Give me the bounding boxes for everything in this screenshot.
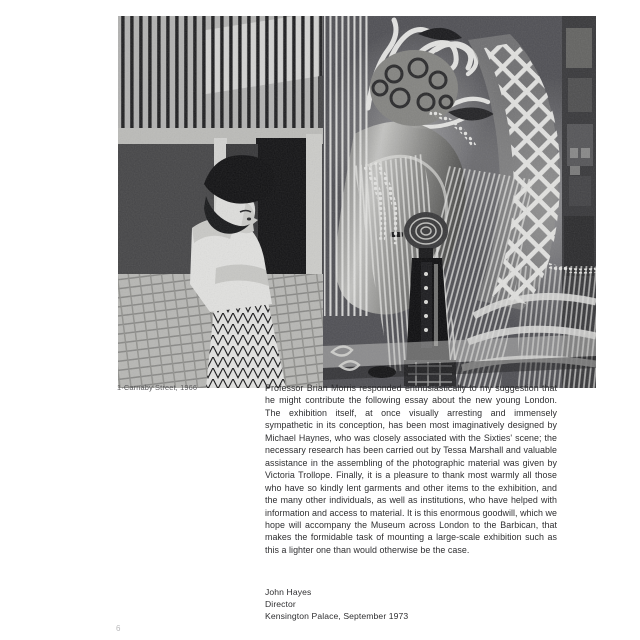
signature-block xyxy=(265,586,408,623)
signature-place-date: Kensington Palace, September 1973 xyxy=(265,611,409,622)
figure-caption: 1·Carnaby Street, 1966 xyxy=(117,383,198,392)
photograph-image xyxy=(118,16,596,388)
signature-title: Director xyxy=(265,599,296,610)
signature-name: John Hayes xyxy=(265,587,312,597)
foreword-paragraph: Professor Brian Morris responded enthusiastically to my suggestion that he might contribute the following essay about the new young London. The exhibition itself, at once visually arresting and immensely sympathetic in its conception, has been most imaginatively designed by Michael Haynes, who was closely associated with the Sixties' scene; the necessary research has been carried out by Tessa Marshall and valuable assistance in the assembling of the photographic material was given by Victoria Trollope. Finally, it is a pleasure to thank most warmly all those who have so kindly lent garments and other items to the exhibition, and the many other individuals, as well as institutions, who have helped with information and access to material. It is this enormous goodwill, which we hope will accompany the Museum across London to the Barbican, that makes the formidable task of mounting a large-scale exhibition such as this a lighter one than would otherwise be the case. xyxy=(265,383,557,555)
page-number: 6 xyxy=(116,624,121,633)
carnaby-street-photograph xyxy=(118,16,596,388)
body-text-column xyxy=(265,382,557,556)
